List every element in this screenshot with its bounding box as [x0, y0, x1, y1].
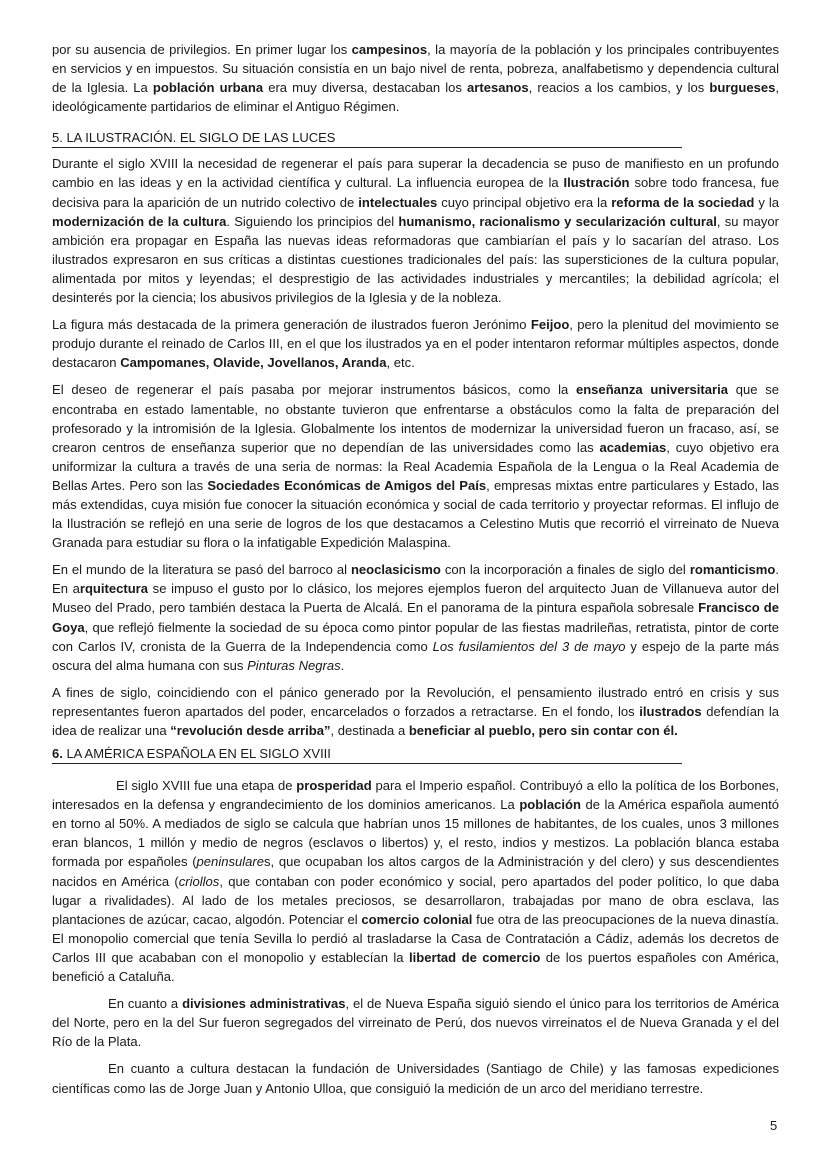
page-number: 5 [770, 1118, 778, 1133]
paragraph-6-1 [52, 776, 779, 986]
bold-text: academias [599, 439, 667, 455]
text-run: s, que ocupaban los altos cargos de la Administración y del clero) y sus descendientes nacidos en América ( [52, 854, 779, 889]
text-run: que se encontraba en estado lamentable, no obstante tuvieron que enfrentarse a obstáculos como la falta de preparación del profesorado y la intromisión de la Iglesia. Globalmente los intentos de modernizar la universidad fueron un fracaso, así, se crearon centros de enseñanza superior que no dependían de las universidades como las [52, 382, 779, 455]
paragraph-5-1 [52, 154, 779, 307]
paragraph-5-5 [52, 683, 779, 740]
text-run: , cuyo objetivo era uniformizar la cultura a través de una seria de normas: la Real Academia Española de la Lengua o la Real Academia de Bellas Artes. Pero son las [52, 439, 779, 493]
bold-text: comercio colonial [361, 911, 473, 927]
italic-text: Pinturas Negras [247, 657, 341, 673]
text-run: En cuanto a [108, 996, 183, 1012]
bold-text: intelectuales [358, 194, 438, 210]
text-run: fue otra de las preocupaciones de la nueva dinastía. El monopolio comercial que tenía Sevilla lo perdió al trasladarse la Casa de Contratación a Cádiz, además los decretos de Carlos III que acababan con el monopolio y establecían la [52, 911, 779, 965]
bold-text: “revolución desde arriba” [170, 723, 331, 738]
bold-text: rquitectura [79, 581, 149, 597]
text-run: A fines de siglo, coincidiendo con el pánico generado por la Revolución, el pensamiento ilustrado entró en crisis y sus representantes fueron apartados del poder, encarcelados o forzados a retractarse. En el fondo, los [52, 684, 779, 719]
bold-text: población urbana [152, 80, 264, 96]
bold-text: población [519, 797, 581, 813]
text-run: , destinada a [330, 723, 409, 738]
italic-text: criollos [178, 873, 220, 889]
text-run: cuyo principal objetivo era la [437, 194, 612, 210]
text-run: En el mundo de la literatura se pasó del barroco al [52, 562, 351, 578]
text-run: de los puertos españoles con América, benefició a Cataluña. [52, 949, 780, 985]
bold-text: Sociedades Económicas de Amigos del País [207, 477, 487, 493]
section-5-heading [52, 128, 682, 148]
bold-text: modernización de la cultura [52, 213, 227, 229]
italic-text: peninsulare [196, 854, 265, 870]
paragraph-6-3 [52, 1059, 779, 1097]
bold-text: artesanos [467, 80, 529, 96]
bold-text: Ilustración [563, 175, 630, 191]
bold-text: libertad de comercio [409, 949, 541, 965]
text-run: . [340, 657, 345, 673]
text-run: . Siguiendo los principios del [226, 213, 399, 229]
text-run: era muy diversa, destacaban los [263, 80, 468, 96]
bold-text: beneficiar al pueblo, pero sin contar con él. [408, 723, 678, 738]
section-6-heading [52, 744, 682, 764]
bold-text: reforma de la sociedad [611, 194, 755, 210]
text-run: , pero la plenitud del movimiento se produjo durante el reinado de Carlos III, en el que los ilustrados ya en el poder intentaron reformar múltiples aspectos, donde destacaron [52, 317, 779, 371]
text-run: En cuanto a cultura destacan la fundación de Universidades (Santiago de Chile) y las famosas expediciones científicas como las de Jorge Juan y Antonio Ulloa, que consiguió la medición de un arco del meridiano terrestre. [52, 1061, 779, 1096]
text-run: , su mayor ambición era propagar en España las nuevas ideas reformadoras que cambiarían el país y lo sacarían del atraso. Los ilustrados expresaron en sus críticas a distintas cuestiones tradicionales del país: las supersticiones de la cultura popular, alimentada por mitos y leyendas; el desprestigio de las actividades industriales y mercantiles; la debilidad agrícola; el desinterés por la ciencia; los abusivos privilegios de la Iglesia y de la nobleza. [52, 213, 779, 306]
text-run: , empresas mixtas entre particulares y Estado, las más extendidas, cuya misión fue conocer la situación económica y social de cada territorio y proyectar reformas. El influjo de la Ilustración se reflejó en una serie de logros de los que destacamos a Celestino Mutis que recorrió el virreinato de Nueva Granada para estudiar su flora o la infatigable Expedición Malaspina. [52, 477, 779, 551]
text-run: , la mayoría de la población y los principales contribuyentes en servicios y en impuestos. Su situación consistía en un bajo nivel de renta, pobreza, analfabetismo y dependencia cultural de la Iglesia. La [52, 42, 779, 96]
section-6-title: LA AMÉRICA ESPAÑOLA EN EL SIGLO XVIII [62, 746, 331, 762]
bold-text: Francisco de Goya [52, 600, 779, 635]
text-run: El deseo de regenerar el país pasaba por mejorar instrumentos básicos, como la [52, 382, 576, 398]
bold-text: divisiones administrativas [182, 996, 346, 1012]
text-run: La figura más destacada de la primera generación de ilustrados fueron Jerónimo [52, 317, 531, 333]
bold-text: campesinos [351, 42, 428, 57]
paragraph-intro [52, 40, 779, 116]
paragraph-5-4 [52, 560, 779, 675]
text-run: con la incorporación a finales de siglo del [440, 562, 690, 578]
section-5-title: 5. LA ILUSTRACIÓN. EL SIGLO DE LAS LUCES [52, 130, 336, 146]
text-run: se impuso el gusto por lo clásico, los mejores ejemplos fueron del arquitecto Juan de Villanueva autor del Museo del Prado, pero también destaca la Puerta de Alcalá. En el panorama de la pintura española sobresale [52, 581, 780, 616]
text-run: , reacios a los cambios, y los [528, 80, 710, 96]
text-run: , etc. [386, 355, 415, 371]
text-run: . En a [52, 562, 779, 597]
bold-text: enseñanza universitaria [575, 382, 728, 398]
bold-text: humanismo, racionalismo y secularización cultural [398, 213, 717, 229]
text-run: y espejo de la parte más oscura del alma humana con sus [52, 638, 779, 673]
text-run: Durante el siglo XVIII la necesidad de regenerar el país para superar la decadencia se puso de manifiesto en un profundo cambio en las ideas y en la actividad científica y cultural. La influencia europea de la [52, 156, 779, 191]
paragraph-6-2 [52, 994, 779, 1051]
paragraph-5-3 [52, 380, 779, 552]
section-6-number: 6. [52, 746, 63, 762]
text-run: de la América española aumentó en torno al 50%. A mediados de siglo se calcula que habrían unos 15 millones de habitantes, de los cuales, unos 3 millones eran blancos, 1 millón y medio de negros (esclavos o libertos) y, el resto, indios y mestizos. La población blanca estaba formada por españoles ( [52, 797, 779, 870]
text-run: defendían la idea de realizar una [52, 703, 779, 738]
text-run: por su ausencia de privilegios. En primer lugar los [52, 42, 352, 57]
bold-text: Campomanes, Olavide, Jovellanos, Aranda [120, 355, 387, 371]
text-run: sobre todo francesa, fue decisiva para la aparición de un nutrido colectivo de [52, 175, 779, 210]
paragraph-5-2 [52, 315, 779, 372]
text-run: , el de Nueva España siguió siendo el único para los territorios de América del Norte, pero en la del Sur fueron segregados del virreinato de Perú, dos nuevos virreinatos el de Nueva Granada y el del Río de la Plata. [52, 996, 779, 1050]
text-run: y la [754, 194, 780, 210]
italic-text: Los fusilamientos del 3 de mayo [432, 638, 626, 654]
text-run: para el Imperio español. Contribuyó a ello la política de los Borbones, interesados en la defensa y engrandecimiento de los dominios americanos. La [52, 778, 779, 813]
bold-text: prosperidad [296, 778, 372, 794]
bold-text: romanticismo [689, 562, 776, 578]
bold-text: burgueses [709, 80, 776, 96]
text-run: , que reflejó fielmente la sociedad de su época como pintor popular de las fiestas madrileñas, retratista, pintor de corte con Carlos IV, cronista de la Guerra de la Independencia como [52, 619, 779, 654]
bold-text: neoclasicismo [350, 562, 441, 578]
document-page [52, 40, 779, 1098]
text-run: , que contaban con poder económico y social, pero apartados del poder político, lo que daba lugar a rivalidades). Al lado de los metales preciosos, se desarrollaron, trabajadas por mano de obra esclava, las plantaciones de azúcar, cacao, algodón. Potenciar el [52, 873, 779, 927]
bold-text: Feijoo [530, 317, 570, 333]
text-run: , ideológicamente partidarios de eliminar el Antiguo Régimen. [52, 80, 779, 115]
bold-text: ilustrados [639, 703, 702, 719]
text-run: El siglo XVIII fue una etapa de [116, 778, 297, 794]
